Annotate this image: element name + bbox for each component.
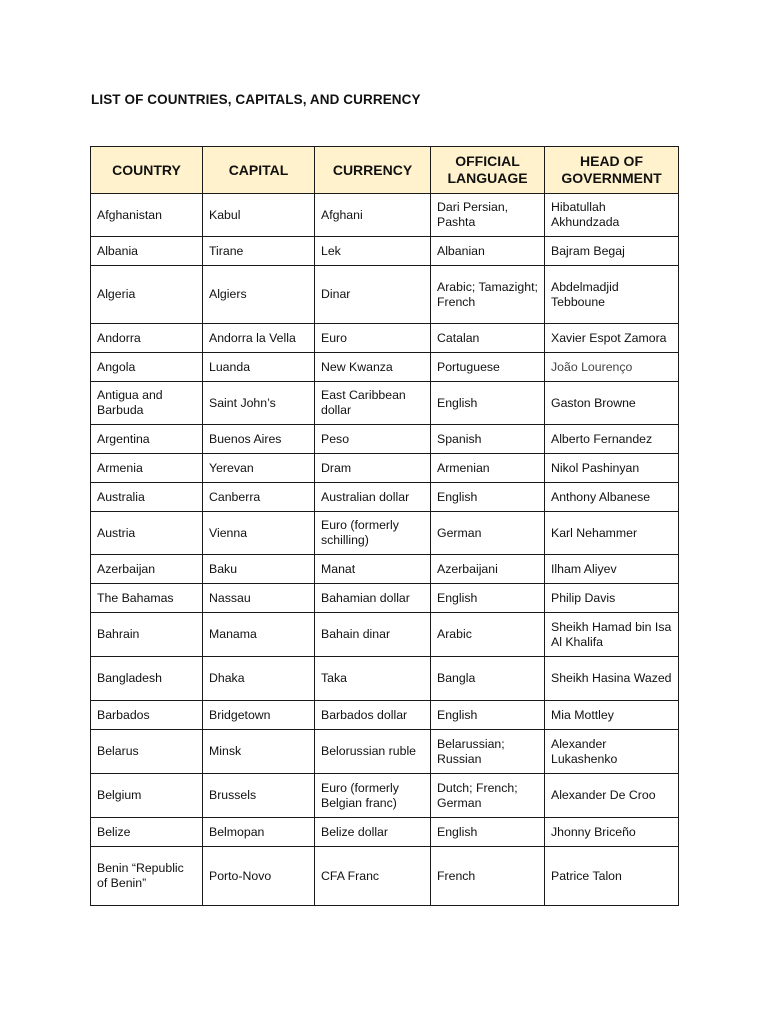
- cell-capital: Andorra la Vella: [203, 324, 315, 353]
- cell-capital: Nassau: [203, 584, 315, 613]
- cell-country: Benin “Republic of Benin”: [91, 847, 203, 906]
- cell-language: Catalan: [431, 324, 545, 353]
- cell-country: Albania: [91, 237, 203, 266]
- cell-currency: New Kwanza: [315, 353, 431, 382]
- table-row: [91, 382, 679, 425]
- cell-currency: Australian dollar: [315, 483, 431, 512]
- cell-head-of-government: Gaston Browne: [545, 382, 679, 425]
- cell-currency: Manat: [315, 555, 431, 584]
- cell-country: Barbados: [91, 701, 203, 730]
- cell-language: Albanian: [431, 237, 545, 266]
- cell-country: Belarus: [91, 730, 203, 774]
- table-row: [91, 847, 679, 906]
- cell-head-of-government: Sheikh Hasina Wazed: [545, 657, 679, 701]
- header-official-language: OFFICIAL LANGUAGE: [431, 147, 545, 194]
- cell-head-of-government: Hibatullah Akhundzada: [545, 194, 679, 237]
- cell-language: Arabic: [431, 613, 545, 657]
- table-row: [91, 454, 679, 483]
- cell-capital: Algiers: [203, 266, 315, 324]
- table-row: [91, 266, 679, 324]
- cell-language: German: [431, 512, 545, 555]
- cell-language: Spanish: [431, 425, 545, 454]
- cell-currency: Taka: [315, 657, 431, 701]
- cell-language: Armenian: [431, 454, 545, 483]
- table-header-row: [91, 147, 679, 194]
- table-row: [91, 555, 679, 584]
- cell-currency: Euro (formerly Belgian franc): [315, 774, 431, 818]
- cell-capital: Tirane: [203, 237, 315, 266]
- cell-language: Portuguese: [431, 353, 545, 382]
- table-row: [91, 237, 679, 266]
- cell-country: The Bahamas: [91, 584, 203, 613]
- cell-head-of-government: Philip Davis: [545, 584, 679, 613]
- cell-head-of-government: Xavier Espot Zamora: [545, 324, 679, 353]
- cell-language: English: [431, 818, 545, 847]
- cell-capital: Kabul: [203, 194, 315, 237]
- cell-currency: CFA Franc: [315, 847, 431, 906]
- cell-language: Bangla: [431, 657, 545, 701]
- header-country: COUNTRY: [91, 147, 203, 194]
- cell-language: Dari Persian, Pashta: [431, 194, 545, 237]
- cell-capital: Minsk: [203, 730, 315, 774]
- cell-country: Belize: [91, 818, 203, 847]
- cell-capital: Porto-Novo: [203, 847, 315, 906]
- countries-table: [90, 146, 679, 906]
- cell-country: Algeria: [91, 266, 203, 324]
- cell-language: Arabic; Tamazight; French: [431, 266, 545, 324]
- cell-country: Antigua and Barbuda: [91, 382, 203, 425]
- cell-language: Dutch; French; German: [431, 774, 545, 818]
- cell-currency: Barbados dollar: [315, 701, 431, 730]
- cell-capital: Belmopan: [203, 818, 315, 847]
- cell-language: English: [431, 701, 545, 730]
- table-row: [91, 584, 679, 613]
- cell-head-of-government: Sheikh Hamad bin Isa Al Khalifa: [545, 613, 679, 657]
- cell-head-of-government: Bajram Begaj: [545, 237, 679, 266]
- page-title: LIST OF COUNTRIES, CAPITALS, AND CURRENCY: [91, 92, 421, 107]
- cell-head-of-government: Alberto Fernandez: [545, 425, 679, 454]
- cell-country: Austria: [91, 512, 203, 555]
- header-capital: CAPITAL: [203, 147, 315, 194]
- cell-currency: Belize dollar: [315, 818, 431, 847]
- cell-currency: Bahain dinar: [315, 613, 431, 657]
- cell-language: English: [431, 382, 545, 425]
- cell-head-of-government: Jhonny Briceño: [545, 818, 679, 847]
- cell-currency: Afghani: [315, 194, 431, 237]
- table-row: [91, 353, 679, 382]
- table-row: [91, 324, 679, 353]
- table-row: [91, 483, 679, 512]
- table-body: [91, 194, 679, 906]
- cell-currency: Euro (formerly schilling): [315, 512, 431, 555]
- cell-head-of-government: Patrice Talon: [545, 847, 679, 906]
- cell-head-of-government: Abdelmadjid Tebboune: [545, 266, 679, 324]
- cell-country: Angola: [91, 353, 203, 382]
- cell-head-of-government: Anthony Albanese: [545, 483, 679, 512]
- cell-currency: Dinar: [315, 266, 431, 324]
- cell-language: English: [431, 483, 545, 512]
- table-row: [91, 818, 679, 847]
- cell-currency: Lek: [315, 237, 431, 266]
- cell-currency: Belorussian ruble: [315, 730, 431, 774]
- cell-capital: Luanda: [203, 353, 315, 382]
- table-row: [91, 657, 679, 701]
- table-row: [91, 425, 679, 454]
- cell-head-of-government: Karl Nehammer: [545, 512, 679, 555]
- cell-country: Andorra: [91, 324, 203, 353]
- table-row: [91, 774, 679, 818]
- cell-capital: Canberra: [203, 483, 315, 512]
- cell-language: Azerbaijani: [431, 555, 545, 584]
- cell-country: Bangladesh: [91, 657, 203, 701]
- cell-capital: Dhaka: [203, 657, 315, 701]
- cell-currency: Peso: [315, 425, 431, 454]
- cell-head-of-government: Nikol Pashinyan: [545, 454, 679, 483]
- cell-capital: Saint John’s: [203, 382, 315, 425]
- cell-currency: East Caribbean dollar: [315, 382, 431, 425]
- cell-currency: Euro: [315, 324, 431, 353]
- cell-language: English: [431, 584, 545, 613]
- cell-head-of-government: Ilham Aliyev: [545, 555, 679, 584]
- cell-head-of-government: Alexander Lukashenko: [545, 730, 679, 774]
- cell-language: French: [431, 847, 545, 906]
- cell-capital: Manama: [203, 613, 315, 657]
- cell-country: Bahrain: [91, 613, 203, 657]
- cell-country: Belgium: [91, 774, 203, 818]
- cell-currency: Dram: [315, 454, 431, 483]
- cell-currency: Bahamian dollar: [315, 584, 431, 613]
- table-row: [91, 194, 679, 237]
- cell-capital: Brussels: [203, 774, 315, 818]
- cell-capital: Yerevan: [203, 454, 315, 483]
- table-row: [91, 701, 679, 730]
- table-row: [91, 613, 679, 657]
- cell-head-of-government: Alexander De Croo: [545, 774, 679, 818]
- cell-capital: Bridgetown: [203, 701, 315, 730]
- cell-capital: Baku: [203, 555, 315, 584]
- cell-country: Azerbaijan: [91, 555, 203, 584]
- cell-country: Afghanistan: [91, 194, 203, 237]
- cell-country: Armenia: [91, 454, 203, 483]
- cell-country: Argentina: [91, 425, 203, 454]
- table-row: [91, 512, 679, 555]
- cell-country: Australia: [91, 483, 203, 512]
- cell-capital: Vienna: [203, 512, 315, 555]
- table-row: [91, 730, 679, 774]
- cell-capital: Buenos Aires: [203, 425, 315, 454]
- cell-head-of-government: Mia Mottley: [545, 701, 679, 730]
- header-currency: CURRENCY: [315, 147, 431, 194]
- cell-language: Belarussian; Russian: [431, 730, 545, 774]
- header-head-of-government: HEAD OF GOVERNMENT: [545, 147, 679, 194]
- cell-head-of-government: João Lourenço: [545, 353, 679, 382]
